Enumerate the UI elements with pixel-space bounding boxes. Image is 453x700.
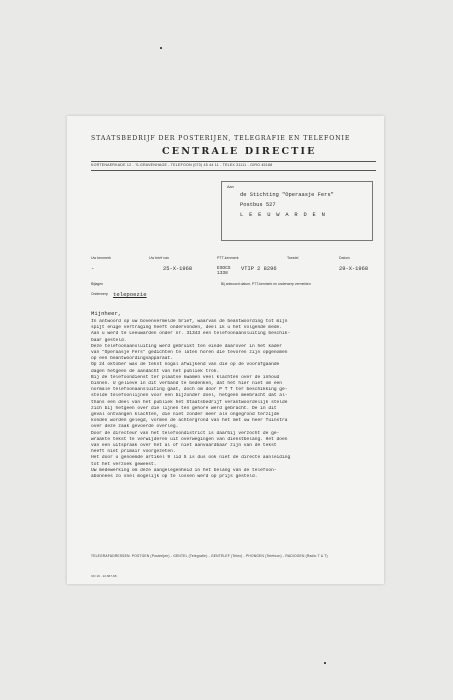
body-line: Het door u genoemde artikel 9 lid 5 is dus ook niet de directe aanleiding [91, 455, 291, 461]
reference-label: Uw brief van [149, 256, 169, 260]
body-line: Aan u werd te Leeuwarden onder nr. 31343 een telefoonaansluiting beschik- [91, 331, 291, 337]
body-line: geval ontvangen klachten, die niet zonder meer als ongegrond terzijde [91, 412, 280, 418]
reference-note: Bij antwoord datum, PTT-kenmerk en onderwerp vermelden [221, 282, 311, 286]
divider [91, 161, 376, 162]
address-box [221, 181, 373, 241]
reference-label: Uw kenmerk [91, 256, 111, 260]
reference-value: - [91, 266, 95, 272]
reference-value: VTIP 2 8296 [241, 266, 277, 272]
scan-dot [160, 47, 162, 49]
body-line: Uw medewerking om deze aangelegenheid in het belang van de telefoon- [91, 467, 277, 473]
body-line: binnen. U gelieve in dit verband te bedenken, dat het hier niet om een [91, 381, 283, 387]
body-line: heeft niet primair voorgezeten. [91, 449, 176, 455]
body-line: van een uitspraak over het al of niet aanvaardbaar zijn van de tekst [91, 443, 277, 449]
address-line: L E E U W A R D E N [240, 212, 327, 218]
body-line: Door de directeur van het telefoondistrict is daarbij verzocht de ge- [91, 430, 280, 436]
reference-label: PTT-kenmerk [217, 256, 239, 260]
reference-value: 29-X-1968 [339, 266, 369, 272]
reference-value: ESOCS 1338 [217, 266, 231, 276]
address-line: Postbus 527 [240, 202, 276, 208]
divider [91, 170, 376, 171]
body-line: wraakte tekst te verwijderen uit overwegingen van dienstbelang. Het doen [91, 436, 288, 442]
body-line: In antwoord op uw bovenvermelde brief, waarvan de beantwoording tot mijn [91, 319, 288, 324]
body-line: van "Operaasje Fers" gedichten te laten horen die tevoren zijn opgenomen [91, 350, 288, 356]
body-line: thans een deel van het publiek het Staatsbedrijf verantwoordelijk stelde [91, 399, 288, 405]
form-code: CD 19 - 12.667-68 [91, 574, 117, 578]
address-line: de Stichting "Operaasje Fers" [240, 192, 334, 198]
attachments-label: Bijlagen [91, 282, 104, 286]
telegraph-addresses: TELEGRAFADRESSEN: POSTGEN (Posterijen) - GENTEL (Telegrafie) - GENTELEF (Telex) - PHONGEN (Telefoon) - RADIOGEN (Radio T & T) [91, 554, 328, 558]
contact-line: KORTENAERKADE 12 - 'S-GRAVENHAGE - TELEFOON (070) 45 44 11 - TELEX 31111 - GIRO 45188 [91, 163, 273, 167]
body-line: normale telefoonaansluiting gaat, doch om door P T T ter beschikking ge- [91, 387, 288, 393]
reference-label: Datum [339, 256, 350, 260]
letter-sheet [67, 116, 384, 584]
body-line: dagen hetgeen de aandacht van het publiek trok. [91, 368, 220, 374]
body-line: Deze telefoonaansluiting werd gebruikt ten einde daarover in het kader [91, 343, 283, 349]
body-line: stelde telefoonlijnen voor een bijzonder doel, hetgeen meebracht dat al- [91, 393, 288, 399]
body-line: konden worden gelegd, vormen de achtergrond van het met uw heer Tuinstra [91, 418, 288, 424]
body-line: over deze zaak gevoerde overleg. [91, 424, 179, 430]
body-line: baar gesteld. [91, 337, 127, 343]
body-line: spijt enige vertraging heeft ondervonden, deel ik u het volgende mede. [91, 325, 283, 331]
reference-label: Toestel [287, 256, 299, 260]
address-label: Aan [227, 185, 234, 189]
letter-body [91, 319, 381, 480]
salutation: Mijnheer, [91, 310, 122, 317]
body-line: tot het verzoek geweest. [91, 461, 157, 467]
body-line: zich bij hetgeen over die lijnen ten gehore werd gebracht. De in dit [91, 405, 277, 411]
body-line: Bij de telefoondienst ter plaatse kwamen veel klachten over de inhoud [91, 374, 280, 380]
subject: telepoezie [113, 291, 147, 298]
subject-label: Onderwerp [91, 292, 108, 296]
body-line: abonnees zo snel mogelijk op te lossen werd op prijs gesteld. [91, 474, 258, 480]
organization-name: STAATSBEDRIJF DER POSTERIJEN, TELEGRAFIE EN TELEFONIE [91, 135, 351, 142]
body-line: Op 24 oktober was de tekst nogal afwijkend van die op de voorafgaande [91, 362, 280, 368]
body-line: op een beantwoordingsapparaat. [91, 356, 173, 362]
department-name: CENTRALE DIRECTIE [162, 146, 317, 157]
scan-dot [324, 662, 326, 664]
reference-value: 25-X-1968 [163, 266, 193, 272]
